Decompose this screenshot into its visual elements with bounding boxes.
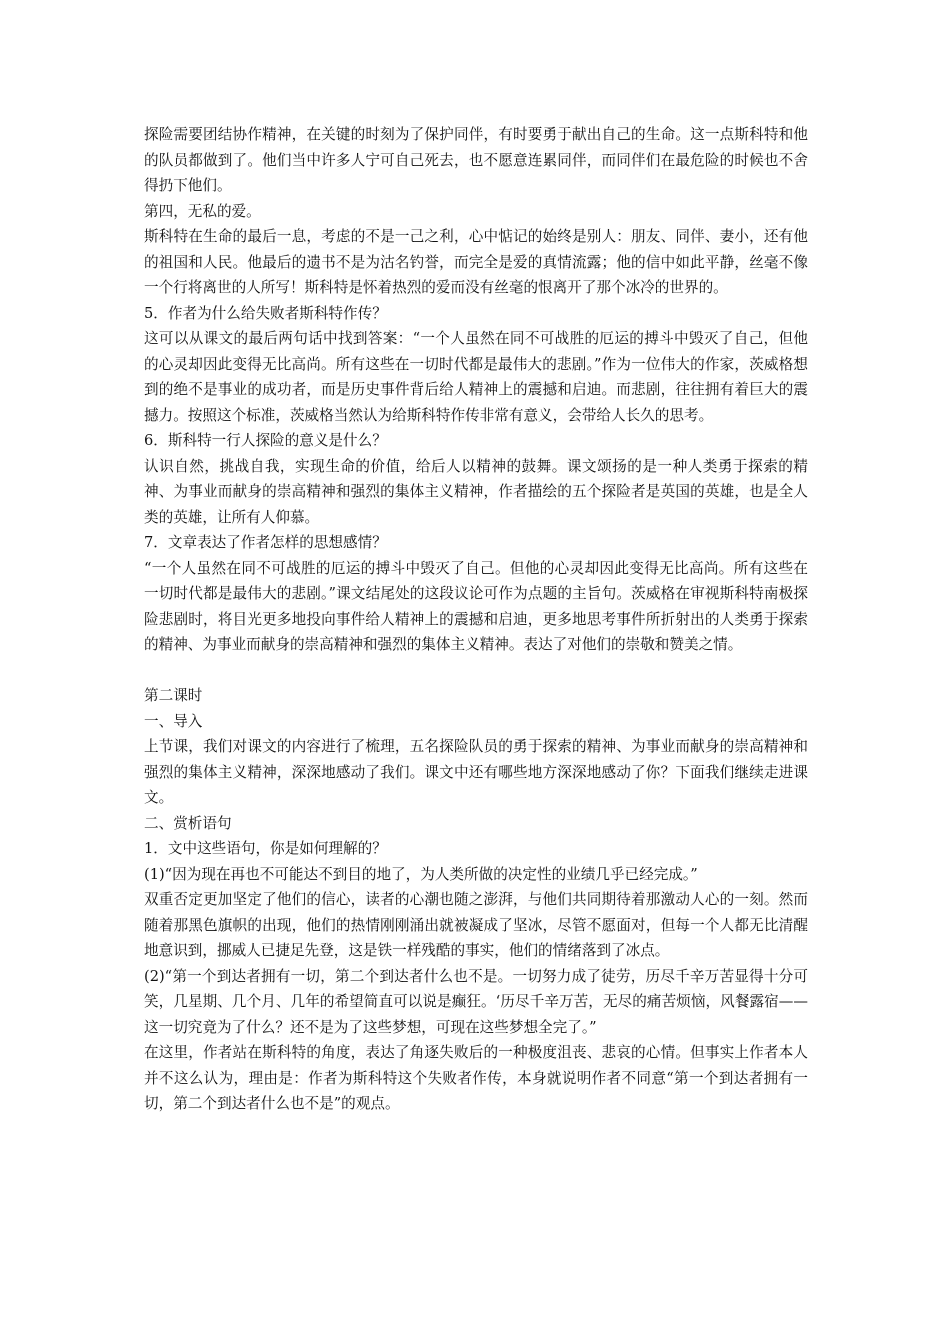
answer-6: 认识自然，挑战自我，实现生命的价值，给后人以精神的鼓舞。课文颂扬的是一种人类勇于探索的精神、为事业而献身的崇高精神和强烈的集体主义精神，作者描绘的五个探险者是英国的英雄，也是全人类的英雄，让所有人仰慕。 xyxy=(144,457,808,526)
question-5: 5．作者为什么给失败者斯科特作传？ xyxy=(144,304,387,322)
heading-selfless-love: 第四，无私的爱。 xyxy=(144,202,261,220)
question-7: 7．文章表达了作者怎样的思想感情？ xyxy=(144,534,387,551)
question-6: 6．斯科特一行人探险的意义是什么？ xyxy=(144,432,387,449)
paragraph-selfless-love: 斯科特在生命的最后一息，考虑的不是一己之利，心中惦记的始终是别人：朋友、同伴、妻小，还有他的祖国和人民。他最后的遗书不是为沽名钓誉，而完全是爱的真情流露；他的信中如此平静，丝毫不像一个行将离世的人所写！斯科特是怀着热烈的爱而没有丝毫的恨离开了那个冰冷的世界的。 xyxy=(144,228,808,296)
subheading-appreciation: 二、赏析语句 xyxy=(144,814,232,832)
section-heading-second-lesson: 第二课时 xyxy=(144,687,203,704)
answer-5: 这可以从课文的最后两句话中找到答案：“一个人虽然在同不可战胜的厄运的搏斗中毁灭了自己，但他的心灵却因此变得无比高尚。所有这些在一切时代都是最伟大的悲剧。”作为一位伟大的作家，茨威格想到的绝不是事业的成功者，而是历史事件背后给人精神上的震撼和启迪。而悲剧，往往拥有着巨大的震撼力。按照这个标准，茨威格当然认为给斯科特作传非常有意义，会带给人长久的思考。 xyxy=(144,330,808,424)
analysis-1: 双重否定更加坚定了他们的信心，读者的心潮也随之澎湃，与他们共同期待着那激动人心的一刻。然而随着那黑色旗帜的出现，他们的热情刚刚涌出就被凝成了坚冰，尽管不愿面对，但每一个人都无比清醒地意识到，挪威人已捷足先登，这是铁一样残酷的事实，他们的情绪落到了冰点。 xyxy=(144,891,808,959)
analysis-2: 在这里，作者站在斯科特的角度，表达了角逐失败后的一种极度沮丧、悲哀的心情。但事实上作者本人并不这么认为，理由是：作者为斯科特这个失败者作传，本身就说明作者不同意“第一个到达者拥有一切，第二个到达者什么也不是”的观点。 xyxy=(144,1044,808,1112)
quote-1: (1)“因为现在再也不可能达不到目的地了，为人类所做的决定性的业绩几乎已经完成。” xyxy=(144,865,698,883)
answer-7: “一个人虽然在同不可战胜的厄运的搏斗中毁灭了自己。但他的心灵却因此变得无比高尚。所有这些在一切时代都是最伟大的悲剧。”课文结尾处的这段议论可作为点题的主旨句。茨威格在审视斯科特南极探险悲剧时，将目光更多地投向事件给人精神上的震撼和启迪，更多地思考事件所折射出的人类勇于探索的精神、为事业而献身的崇高精神和强烈的集体主义精神。表达了对他们的崇敬和赞美之情。 xyxy=(144,559,808,653)
quote-2: (2)“第一个到达者拥有一切，第二个到达者什么也不是。一切努力成了徒劳，历尽千辛万苦显得十分可笑，几星期、几个月、几年的希望简直可以说是癫狂。‘历尽千辛万苦，无尽的痛苦烦恼，风餐露宿——这一切究竟为了什么？还不是为了这些梦想，可现在这些梦想全完了。” xyxy=(144,967,808,1036)
subheading-introduction: 一、导入 xyxy=(144,712,203,730)
question-1: 1．文中这些语句，你是如何理解的？ xyxy=(144,840,387,857)
document-body xyxy=(144,122,808,1117)
paragraph-teamwork: 探险需要团结协作精神，在关键的时刻为了保护同伴，有时要勇于献出自己的生命。这一点斯科特和他的队员都做到了。他们当中许多人宁可自己死去，也不愿意连累同伴，而同伴们在最危险的时候也不舍得扔下他们。 xyxy=(144,126,808,194)
blank-line xyxy=(144,658,808,684)
paragraph-introduction: 上节课，我们对课文的内容进行了梳理，五名探险队员的勇于探索的精神、为事业而献身的崇高精神和强烈的集体主义精神，深深地感动了我们。课文中还有哪些地方深深地感动了你？下面我们继续走进课文。 xyxy=(144,738,808,806)
